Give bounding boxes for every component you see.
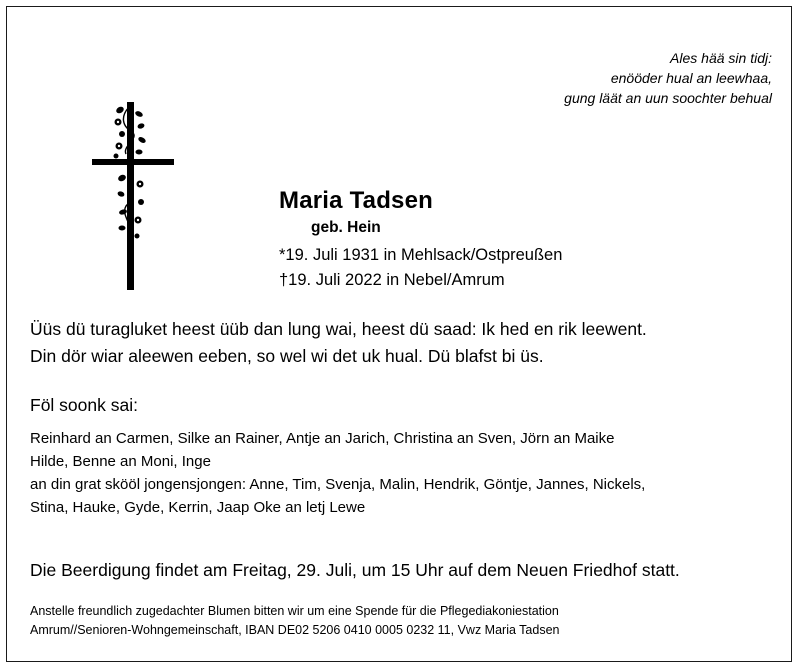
birth-name: geb. Hein (311, 219, 381, 236)
deceased-name: Maria Tadsen (279, 187, 434, 214)
mourners-list (30, 427, 770, 519)
quote-line: Din dör wiar aleewen eeben, so wel wi det uk hual. Dü blafst bi üs. (30, 346, 544, 366)
donation-line: Amrum//Senioren-Wohngemeinschaft, IBAN DE02 5206 0410 0005 0232 11, Vwz Maria Tadsen (30, 623, 560, 637)
mourners-line: Reinhard an Carmen, Silke an Rainer, Antje an Jarich, Christina an Sven, Jörn an Maike (30, 430, 615, 447)
life-dates (279, 243, 562, 293)
birth-date: *19. Juli 1931 in Mehlsack/Ostpreußen (279, 246, 563, 264)
motto-line: Ales hää sin tidj: (670, 50, 772, 66)
motto (564, 48, 772, 108)
mourners-line: an din grat skööl jongensjongen: Anne, Tim, Svenja, Malin, Hendrik, Göntje, Jannes, Nickels, (30, 476, 646, 493)
death-date: †19. Juli 2022 in Nebel/Amrum (279, 271, 505, 289)
cross-with-flowers-icon (92, 102, 174, 290)
motto-line: gung läät an uun soochter behual (564, 90, 772, 106)
mourners-line: Stina, Hauke, Gyde, Kerrin, Jaap Oke an letj Lewe (30, 499, 366, 516)
quote-line: Üüs dü turagluket heest üüb dan lung wai, heest dü saad: Ik hed en rik leewent. (30, 319, 647, 339)
funeral-notice: Die Beerdigung findet am Freitag, 29. Juli, um 15 Uhr auf dem Neuen Friedhof statt. (30, 560, 680, 580)
donation-notice (30, 602, 559, 640)
memorial-quote (30, 316, 647, 370)
mourners-line: Hilde, Benne an Moni, Inge (30, 453, 211, 470)
mourners-heading: Föl soonk sai: (30, 395, 138, 415)
motto-line: enööder hual an leewhaa, (610, 70, 772, 86)
donation-line: Anstelle freundlich zugedachter Blumen bitten wir um eine Spende für die Pflegediakoniestation (30, 604, 559, 618)
